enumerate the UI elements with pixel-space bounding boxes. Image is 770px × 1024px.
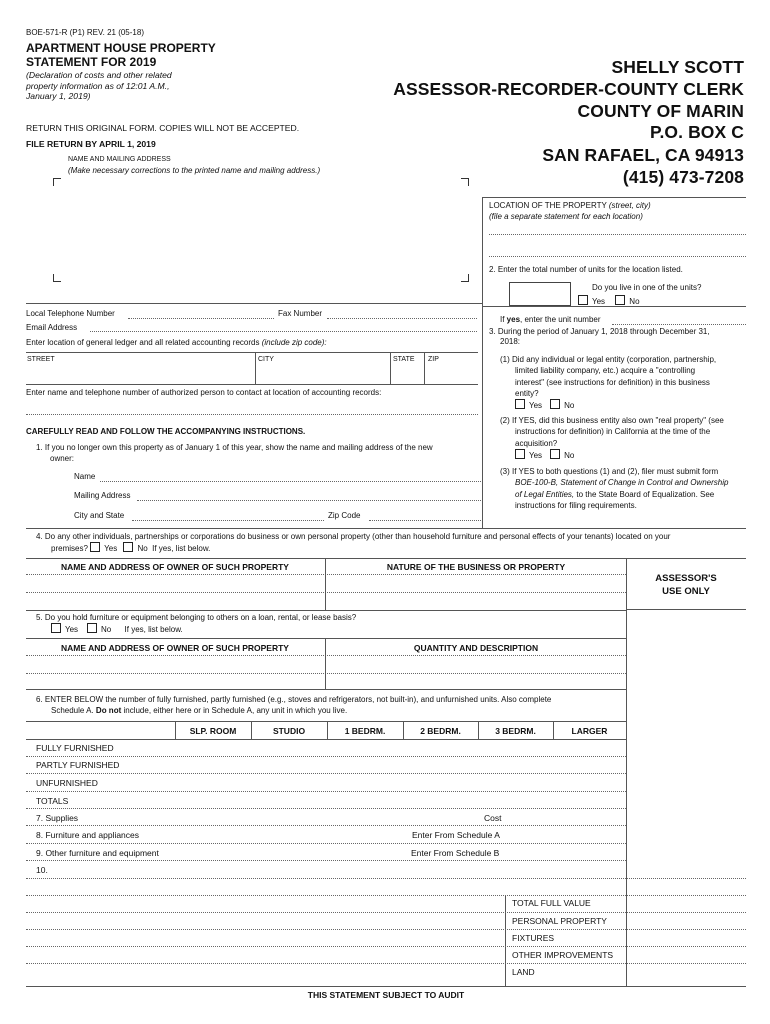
row-line[interactable] — [26, 912, 746, 913]
divider — [626, 609, 746, 610]
state-label: STATE — [393, 356, 415, 363]
divider — [325, 558, 326, 610]
new-owner-zip-field[interactable] — [369, 520, 481, 521]
row-line[interactable] — [26, 773, 626, 774]
row-line[interactable] — [26, 791, 626, 792]
yes-checkbox[interactable] — [578, 295, 588, 305]
careful-notice: CAREFULLY READ AND FOLLOW THE ACCOMPANYING INSTRUCTIONS. — [26, 427, 306, 436]
row-line[interactable] — [26, 929, 746, 930]
row-line[interactable] — [26, 825, 626, 826]
divider — [26, 721, 626, 722]
email-label: Email Address — [26, 323, 78, 332]
assessor-use-box — [626, 558, 747, 987]
name-address-label: NAME AND MAILING ADDRESS — [68, 156, 171, 163]
city-label: CITY — [258, 356, 274, 363]
form-title: APARTMENT HOUSE PROPERTY STATEMENT FOR 2019 — [26, 41, 216, 69]
ledger-address-input[interactable] — [27, 364, 477, 382]
row-partly-furnished: PARTLY FURNISHED — [36, 760, 120, 770]
q5-yes-checkbox[interactable] — [51, 623, 61, 633]
location-line[interactable] — [489, 256, 746, 257]
location-note: (file a separate statement for each location) — [489, 212, 643, 221]
row-line[interactable] — [26, 963, 746, 964]
new-owner-address-field[interactable] — [137, 500, 481, 501]
file-by-notice: FILE RETURN BY APRIL 1, 2019 — [26, 139, 156, 149]
name-address-note: (Make necessary corrections to the printed name and mailing address.) — [68, 166, 321, 175]
divider — [482, 197, 746, 198]
item-9-source: Enter From Schedule B — [411, 848, 500, 858]
col-larger: LARGER — [571, 726, 608, 736]
q4-row-line[interactable] — [26, 574, 626, 575]
item-8-label: 8. Furniture and appliances — [36, 830, 140, 840]
q5-text: 5. Do you hold furniture or equipment belonging to others on a loan, rental, or lease basis? Yes No If yes, list below. — [36, 613, 357, 634]
new-owner-name-label: Name — [74, 472, 96, 481]
row-line[interactable] — [26, 878, 746, 879]
q5-col-owner: NAME AND ADDRESS OF OWNER OF SUCH PROPERTY — [61, 643, 289, 653]
location-label: LOCATION OF THE PROPERTY (street, city) — [489, 201, 651, 210]
q3-text: 3. During the period of January 1, 2018 through December 31, 2018: — [489, 327, 710, 346]
assessor-use-label: ASSESSOR'S USE ONLY — [655, 573, 717, 597]
q3-3: (3) If YES to both questions (1) and (2), filer must submit form BOE-100-B, Statement of Change in Control and Ownership of Legal Entities, to the State Board of Equalization. See instructions for filing requirements. — [500, 467, 729, 510]
divider — [175, 721, 176, 739]
fax-field[interactable] — [327, 318, 477, 319]
new-owner-name-field[interactable] — [100, 481, 481, 482]
q2-live-text: Do you live in one of the units? — [592, 283, 702, 292]
row-line[interactable] — [26, 808, 626, 809]
new-owner-city-field[interactable] — [132, 520, 324, 521]
q2-text: 2. Enter the total number of units for the location listed. — [489, 265, 683, 274]
divider — [403, 721, 404, 739]
row-totals: TOTALS — [36, 796, 69, 806]
divider — [251, 721, 252, 739]
divider — [325, 638, 326, 689]
assessor-title: ASSESSOR-RECORDER-COUNTY CLERK — [393, 79, 744, 99]
q5-row-line[interactable] — [26, 655, 626, 656]
divider — [26, 739, 626, 740]
no-checkbox[interactable] — [615, 295, 625, 305]
ledger-label: Enter location of general ledger and all related accounting records (include zip code): — [26, 338, 327, 347]
divider — [26, 638, 626, 639]
item-7-label: 7. Supplies — [36, 813, 79, 823]
q5-col-quantity: QUANTITY AND DESCRIPTION — [413, 643, 539, 653]
assessor-county: COUNTY OF MARIN — [577, 101, 744, 121]
q2-yes-no: Yes No — [578, 295, 640, 307]
phone-field[interactable] — [128, 318, 274, 319]
row-line[interactable] — [26, 756, 626, 757]
new-owner-city-label: City and State — [74, 511, 125, 520]
q1-text: 1. If you no longer own this property as of January 1 of this year, show the name and mailing address of the new owner: — [36, 443, 433, 463]
q5-no-checkbox[interactable] — [87, 623, 97, 633]
col-2-bedrm: 2 BEDRM. — [420, 726, 461, 736]
divider — [26, 352, 478, 353]
address-window-corner — [461, 178, 469, 186]
form-code: BOE-571-R (P1) REV. 21 (05-18) — [26, 28, 144, 37]
row-fully-furnished: FULLY FURNISHED — [36, 743, 114, 753]
unit-number-line[interactable] — [612, 324, 746, 325]
contact-field[interactable] — [26, 414, 478, 415]
item-8-source: Enter From Schedule A — [412, 830, 500, 840]
land-label: LAND — [512, 967, 535, 977]
zip-label: ZIP — [428, 356, 439, 363]
assessor-phone: (415) 473-7208 — [622, 167, 744, 187]
address-window-corner — [53, 178, 61, 186]
personal-property-label: PERSONAL PROPERTY — [512, 916, 607, 926]
q4-row-line[interactable] — [26, 592, 626, 593]
q4-text: 4. Do any other individuals, partnerships or corporations do business or own personal property (other than household furniture and personal effects of your tenants) located on your premises? Yes No If yes, list below. — [36, 532, 671, 553]
mailing-address-window[interactable] — [60, 186, 456, 272]
col-1-bedrm: 1 BEDRM. — [344, 726, 386, 736]
q3-1: (1) Did any individual or legal entity (corporation, partnership, limited liability company, etc.) acquire a "controlling interest" (see instructions for definition) in this business entity? Yes No — [500, 355, 717, 411]
street-label: STREET — [27, 356, 55, 363]
q4-col-nature: NATURE OF THE BUSINESS OR PROPERTY — [386, 562, 566, 572]
col-3-bedrm: 3 BEDRM. — [495, 726, 536, 736]
item-7-cost: Cost — [484, 813, 502, 823]
row-line[interactable] — [26, 895, 746, 896]
other-improvements-label: OTHER IMPROVEMENTS — [512, 950, 614, 960]
divider — [482, 197, 483, 529]
col-studio: STUDIO — [272, 726, 306, 736]
assessor-city: SAN RAFAEL, CA 94913 — [542, 145, 744, 165]
address-window-corner — [53, 274, 61, 282]
email-field[interactable] — [90, 331, 477, 332]
q5-row-line[interactable] — [26, 673, 626, 674]
divider — [26, 303, 482, 304]
q3-1-yes-checkbox[interactable] — [515, 399, 525, 409]
divider — [482, 306, 746, 307]
item-9-label: 9. Other furniture and equipment — [36, 848, 159, 858]
divider — [26, 986, 746, 987]
assessor-po-box: P.O. BOX C — [649, 122, 744, 142]
q4-yes-checkbox[interactable] — [90, 542, 100, 552]
item-10-label: 10. — [36, 865, 48, 875]
if-yes-unit: If yes, enter the unit number — [500, 315, 601, 324]
divider — [478, 721, 479, 739]
divider — [505, 895, 506, 986]
divider — [553, 721, 554, 739]
new-owner-zip-label: Zip Code — [328, 511, 361, 520]
q3-1-no-checkbox[interactable] — [550, 399, 560, 409]
unit-count-box[interactable] — [509, 282, 571, 306]
assessor-name: SHELLY SCOTT — [611, 57, 744, 77]
q3-2-yes-checkbox[interactable] — [515, 449, 525, 459]
q3-2-no-checkbox[interactable] — [550, 449, 560, 459]
q3-2: (2) If YES, did this business entity also own "real property" (see instructions for definition) in California at the time of the acquisition? Yes No — [500, 416, 724, 460]
audit-notice: THIS STATEMENT SUBJECT TO AUDIT — [307, 990, 465, 1000]
row-line[interactable] — [26, 946, 746, 947]
row-line[interactable] — [26, 860, 626, 861]
location-line[interactable] — [489, 234, 746, 235]
row-line[interactable] — [26, 843, 626, 844]
divider — [26, 610, 626, 611]
fax-label: Fax Number — [278, 309, 323, 318]
divider — [327, 721, 328, 739]
q4-no-checkbox[interactable] — [123, 542, 133, 552]
divider — [26, 384, 478, 385]
divider — [26, 689, 626, 690]
row-unfurnished: UNFURNISHED — [36, 778, 98, 788]
q6-text: 6. ENTER BELOW the number of fully furnished, partly furnished (e.g., stoves and refrigerators, not built-in), and unfurnished units. Also complete Schedule A. Do not include, either here or in Schedule A, any unit in which you live. — [36, 695, 552, 715]
new-owner-address-label: Mailing Address — [74, 491, 131, 500]
q4-col-owner: NAME AND ADDRESS OF OWNER OF SUCH PROPERTY — [61, 562, 289, 572]
phone-label: Local Telephone Number — [26, 309, 115, 318]
address-window-corner — [461, 274, 469, 282]
contact-label: Enter name and telephone number of authorized person to contact at location of accounting records: — [26, 388, 382, 397]
form-subtitle: (Declaration of costs and other related property information as of 12:01 A.M., January 1, 2019) — [26, 70, 172, 101]
return-notice: RETURN THIS ORIGINAL FORM. COPIES WILL NOT BE ACCEPTED. — [26, 123, 300, 133]
divider — [26, 528, 746, 529]
col-slp-room: SLP. ROOM — [189, 726, 237, 736]
total-full-value-label: TOTAL FULL VALUE — [512, 898, 591, 908]
fixtures-label: FIXTURES — [512, 933, 555, 943]
